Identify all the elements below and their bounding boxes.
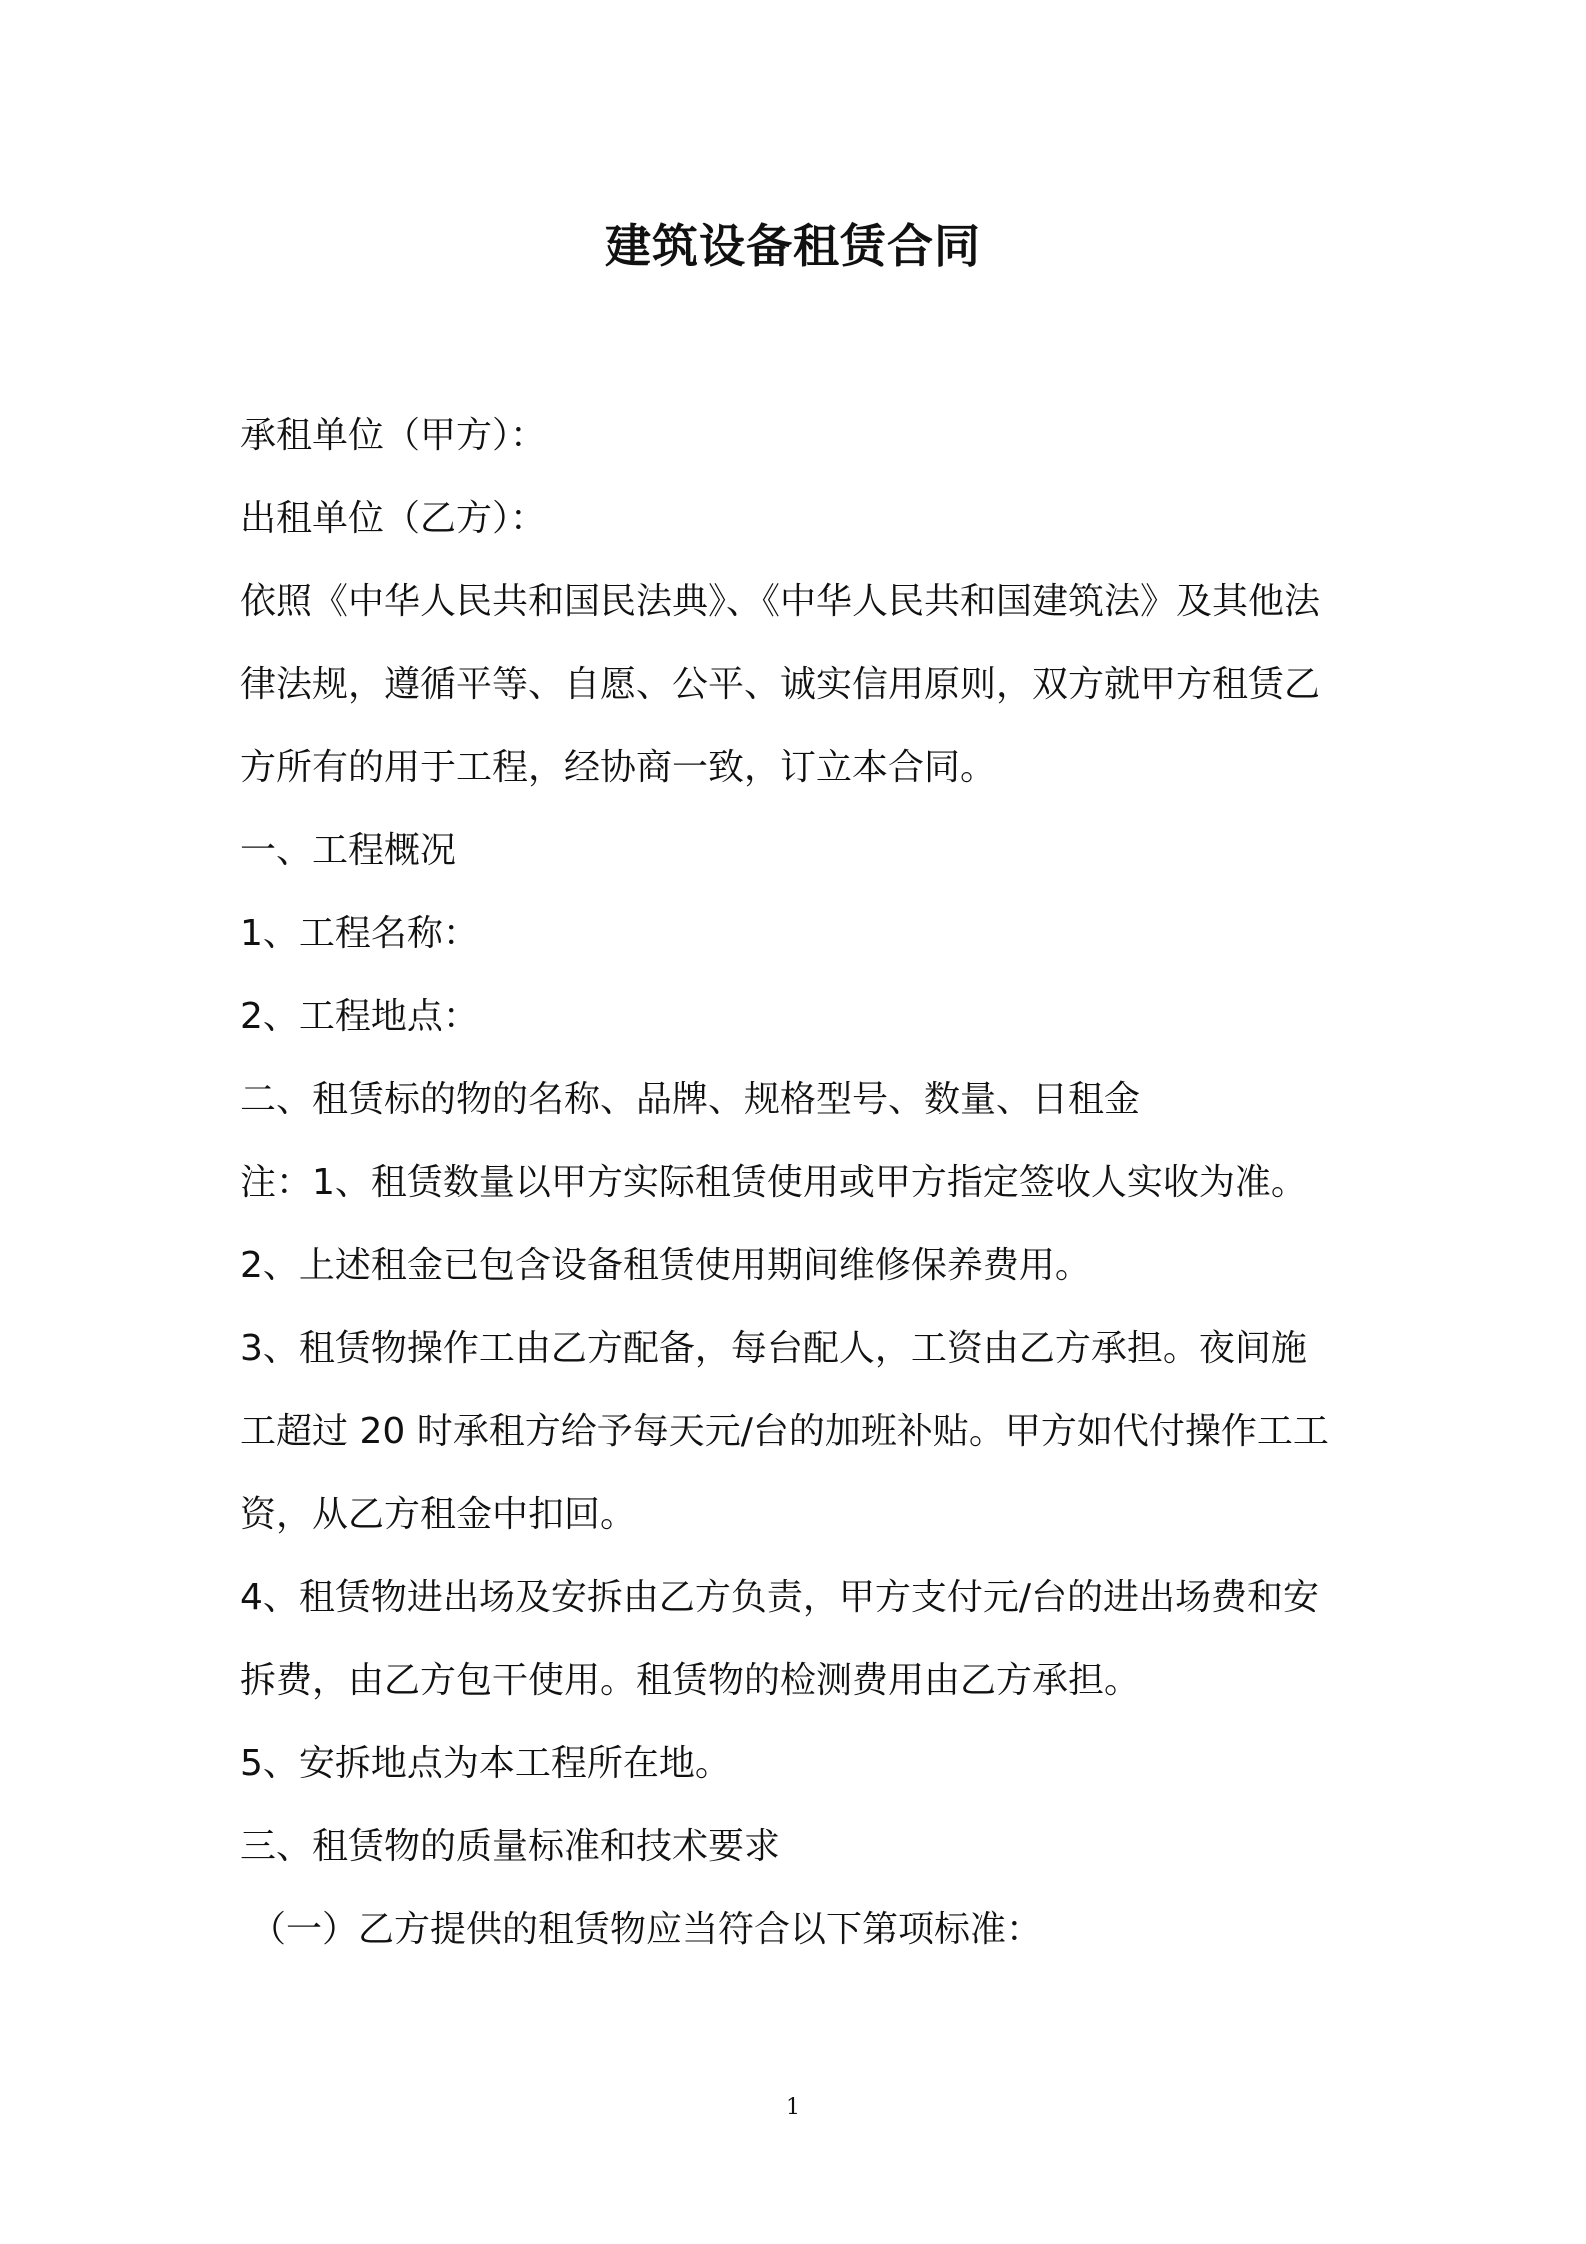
note-line-4a: 4、租赁物进出场及安拆由乙方负责，甲方支付元/台的进出场费和安 bbox=[240, 1577, 1320, 1618]
section-heading-3: 三、租赁物的质量标准和技术要求 bbox=[240, 1826, 781, 1867]
subsection-heading-1: （一）乙方提供的租赁物应当符合以下第项标准： bbox=[250, 1909, 1043, 1950]
note-line-5: 5、安拆地点为本工程所在地。 bbox=[240, 1743, 731, 1784]
note-line-3b: 工超过 20 时承租方给予每天元/台的加班补贴。甲方如代付操作工工 bbox=[240, 1411, 1329, 1452]
section-heading-2: 二、租赁标的物的名称、品牌、规格型号、数量、日租金 bbox=[240, 1079, 1141, 1120]
party-b-line: 出租单位（乙方）： bbox=[240, 498, 547, 539]
project-name-line: 1、工程名称： bbox=[240, 913, 479, 954]
note-line-3c: 资，从乙方租金中扣回。 bbox=[240, 1494, 637, 1535]
page-number: 1 bbox=[786, 2095, 800, 2120]
note-line-3a: 3、租赁物操作工由乙方配备，每台配人，工资由乙方承担。夜间施 bbox=[240, 1328, 1307, 1369]
preamble-line-2: 律法规，遵循平等、自愿、公平、诚实信用原则，双方就甲方租赁乙 bbox=[240, 664, 1321, 705]
project-location-line: 2、工程地点： bbox=[240, 996, 479, 1037]
note-line-4b: 拆费，由乙方包干使用。租赁物的检测费用由乙方承担。 bbox=[240, 1660, 1141, 1701]
section-heading-1: 一、工程概况 bbox=[240, 830, 457, 871]
note-line-1: 注：1、租赁数量以甲方实际租赁使用或甲方指定签收人实收为准。 bbox=[240, 1162, 1307, 1203]
party-a-line: 承租单位（甲方）： bbox=[240, 415, 547, 456]
preamble-line-3: 方所有的用于工程，经协商一致，订立本合同。 bbox=[240, 747, 997, 788]
note-line-2: 2、上述租金已包含设备租赁使用期间维修保养费用。 bbox=[240, 1245, 1091, 1286]
preamble-line-1: 依照《中华人民共和国民法典》、《中华人民共和国建筑法》及其他法 bbox=[240, 581, 1321, 622]
contract-title: 建筑设备租赁合同 bbox=[605, 219, 981, 273]
